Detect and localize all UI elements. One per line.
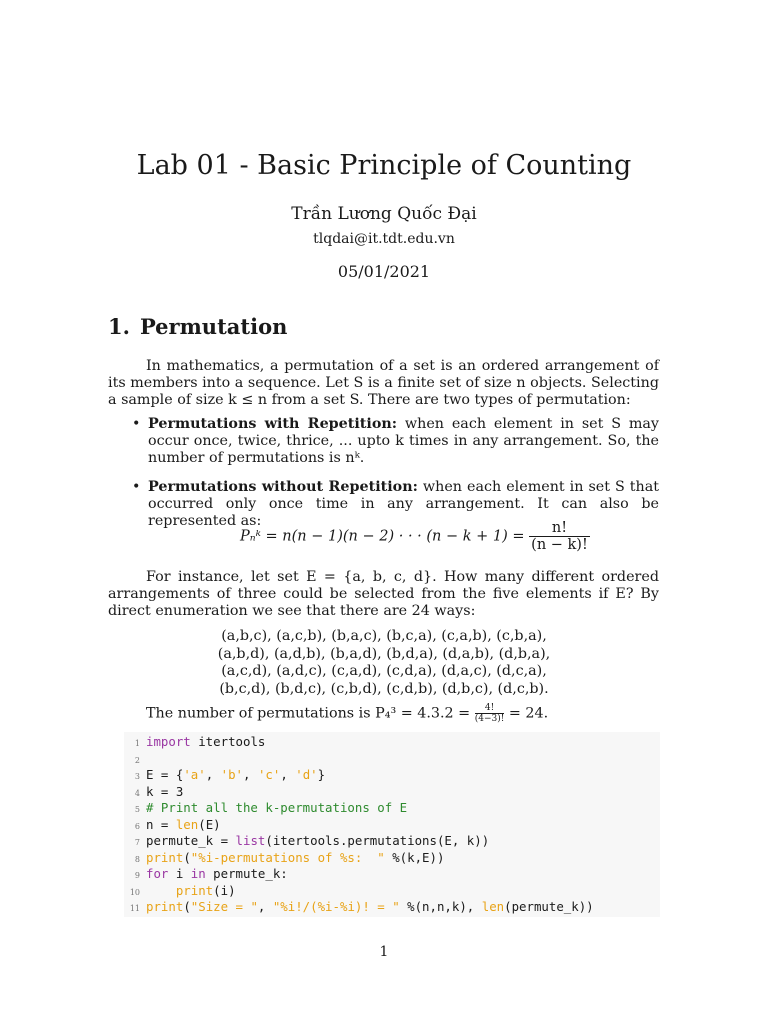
code-token: 'b' bbox=[220, 767, 244, 782]
code-token bbox=[146, 883, 176, 898]
enumeration-line: (a,b,c), (a,c,b), (b,a,c), (b,c,a), (c,a,b), (c,b,a), bbox=[221, 628, 547, 644]
formula-numerator: n! bbox=[529, 520, 590, 537]
section-number: 1. bbox=[108, 314, 130, 339]
code-token: k = 3 bbox=[146, 783, 184, 799]
code-line bbox=[124, 751, 146, 768]
instance-paragraph bbox=[108, 569, 659, 620]
code-line bbox=[124, 833, 489, 850]
intro-paragraph bbox=[108, 358, 659, 409]
code-line bbox=[124, 817, 221, 834]
bullet-list-1 bbox=[108, 416, 659, 467]
enumeration-line: (a,c,d), (a,d,c), (c,a,d), (c,d,a), (d,a,c), (d,c,a), bbox=[221, 663, 547, 679]
bullet-text: when each element in set S that occurred only once time in any arrangement. It can also be represented as: bbox=[148, 479, 659, 529]
perm-count-fraction bbox=[475, 703, 505, 724]
code-line bbox=[124, 883, 236, 900]
permutation-count bbox=[146, 703, 548, 724]
code-token: , bbox=[243, 767, 258, 782]
formula-denominator: (n − k)! bbox=[531, 537, 588, 553]
perm-count-suffix: = 24. bbox=[508, 705, 549, 722]
section-heading bbox=[108, 314, 287, 339]
code-token: ( bbox=[183, 849, 191, 865]
code-token: permute_k: bbox=[205, 866, 288, 881]
code-line-number: 2 bbox=[134, 755, 140, 765]
code-line bbox=[124, 734, 265, 751]
document-date: 05/01/2021 bbox=[337, 262, 431, 281]
code-listing bbox=[124, 732, 660, 917]
code-token: in bbox=[190, 866, 206, 881]
code-line bbox=[124, 899, 594, 916]
code-token: print bbox=[146, 899, 184, 914]
code-token: (E) bbox=[198, 816, 221, 832]
formula-lhs: Pₙᵏ = n(n − 1)(n − 2) · · · (n − k + 1) = bbox=[240, 528, 525, 545]
code-line-number: 5 bbox=[134, 805, 140, 814]
page-title: Lab 01 - Basic Principle of Counting bbox=[136, 150, 632, 181]
permutation-formula bbox=[240, 520, 590, 553]
perm-count-numerator: 4! bbox=[475, 703, 505, 714]
code-token: i bbox=[168, 866, 191, 881]
author-email: tlqdai@it.tdt.edu.vn bbox=[313, 231, 455, 247]
code-line-number: 6 bbox=[134, 821, 140, 831]
code-token: len bbox=[175, 816, 199, 832]
perm-count-prefix: The number of permutations is P₄³ = 4.3.2 = bbox=[146, 705, 471, 722]
bullet-text: when each element in set S may occur once, twice, thrice, ... upto k times in any arrangement. So, the number of permutations is nᵏ. bbox=[148, 416, 659, 466]
code-line bbox=[124, 767, 325, 784]
section-title: Permutation bbox=[139, 314, 288, 339]
code-token: itertools bbox=[190, 734, 266, 749]
code-token: print bbox=[175, 882, 214, 898]
code-token: (itertools.permutations(E, k)) bbox=[265, 833, 490, 848]
code-token: # Print all the k-permutations of E bbox=[146, 800, 408, 815]
code-line-number: 4 bbox=[134, 788, 140, 798]
bullet-label: Permutations without Repetition: bbox=[148, 479, 418, 495]
code-token: "Size = " bbox=[190, 899, 258, 914]
formula-fraction bbox=[529, 520, 590, 553]
code-line-number: 3 bbox=[134, 772, 140, 781]
code-line-number: 8 bbox=[134, 854, 140, 864]
bullet-item bbox=[108, 416, 659, 467]
enumeration-line: (a,b,d), (a,d,b), (b,a,d), (b,d,a), (d,a,b), (d,b,a), bbox=[217, 645, 551, 662]
instance-text: For instance, let set E = {a, b, c, d}. How many different ordered arrangements of three could be selected from the five elements if E? By direct enumeration we see that there are 24 ways: bbox=[108, 569, 659, 619]
code-token: ( bbox=[183, 899, 191, 914]
code-line bbox=[124, 800, 407, 817]
code-token: import bbox=[146, 734, 191, 749]
author-name: Trần Lương Quốc Đại bbox=[291, 204, 477, 224]
page-number: 1 bbox=[379, 944, 389, 960]
code-token: (permute_k)) bbox=[504, 899, 594, 914]
code-token: %(k,E)) bbox=[384, 849, 445, 865]
bullet-dot-icon: • bbox=[132, 416, 141, 432]
code-token: 'd' bbox=[295, 767, 318, 782]
code-token: E = { bbox=[146, 767, 184, 782]
code-token: for bbox=[146, 866, 169, 881]
code-token: 'c' bbox=[257, 767, 281, 782]
code-token: print bbox=[146, 849, 184, 865]
bullet-label: Permutations with Repetition: bbox=[148, 416, 398, 432]
code-line-number: 11 bbox=[129, 904, 140, 913]
code-token: (i) bbox=[213, 882, 236, 898]
code-token: , bbox=[205, 767, 221, 782]
code-token: , bbox=[257, 899, 273, 914]
intro-text: In mathematics, a permutation of a set is an ordered arrangement of its members into a sequence. Let S is a finite set of size n objects. Selecting a sample of size k ≤ n from a set S. There are two types of permutation: bbox=[108, 358, 659, 408]
code-line-number: 7 bbox=[134, 838, 140, 847]
code-line bbox=[124, 784, 183, 801]
code-token: list bbox=[235, 833, 266, 848]
code-line bbox=[124, 866, 288, 883]
bullet-dot-icon: • bbox=[132, 479, 141, 495]
enumeration-block bbox=[0, 628, 768, 698]
code-token: len bbox=[481, 899, 505, 914]
code-token: n = bbox=[146, 816, 176, 832]
perm-count-denominator: (4−3)! bbox=[474, 714, 505, 724]
code-line-number: 1 bbox=[134, 739, 140, 748]
code-token: permute_k = bbox=[146, 833, 236, 848]
code-token: "%i!/(%i-%i)! = " bbox=[272, 899, 400, 914]
code-token: 'a' bbox=[183, 767, 206, 782]
code-line-number: 9 bbox=[134, 871, 140, 880]
code-token: "%i-permutations of %s: " bbox=[190, 849, 385, 865]
code-token: , bbox=[280, 767, 296, 782]
enumeration-line: (b,c,d), (b,d,c), (c,b,d), (c,d,b), (d,b,c), (d,c,b). bbox=[219, 680, 549, 697]
code-line bbox=[124, 850, 444, 867]
code-token: } bbox=[317, 767, 326, 782]
code-line-number: 10 bbox=[129, 887, 140, 897]
code-token: %(n,n,k), bbox=[399, 899, 482, 914]
